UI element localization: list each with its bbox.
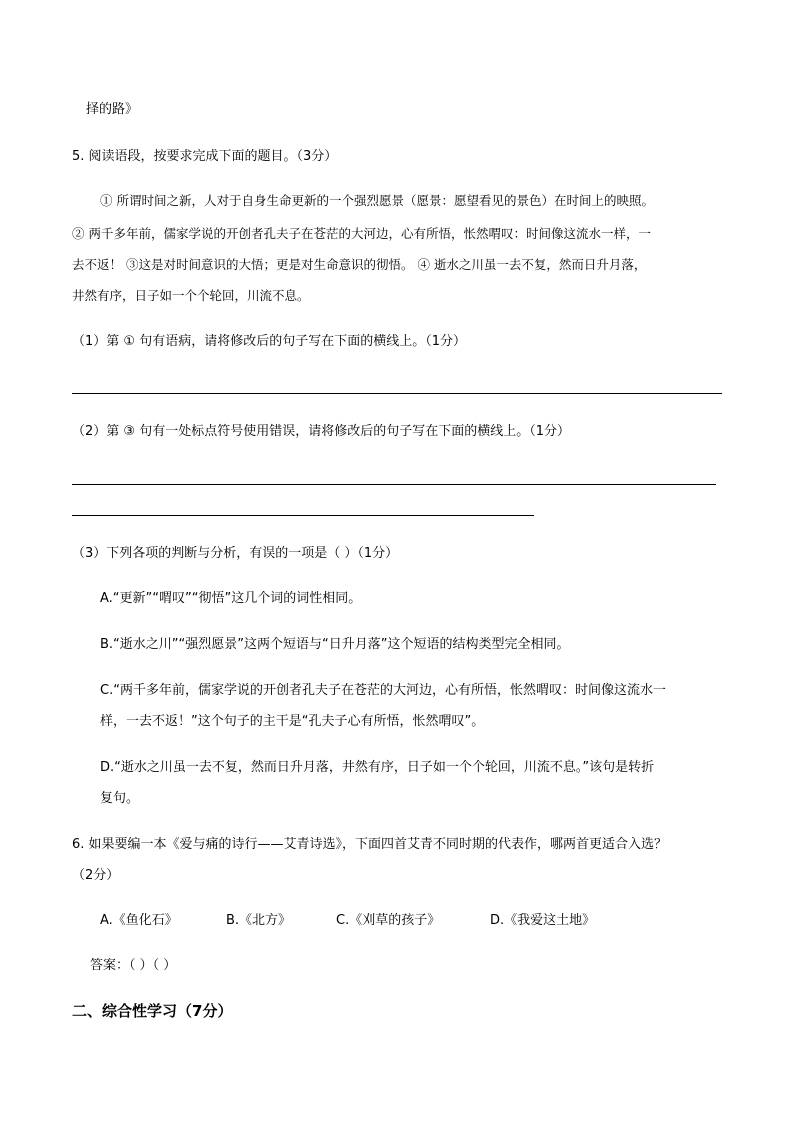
option-b: B.“逝水之川”“强烈愿景”这两个短语与“日升月落”这个短语的结构类型完全相同。 [100, 637, 570, 652]
option-d-line2: 复句。 [100, 791, 140, 806]
q6-option-c: C.《刈草的孩子》 [336, 913, 441, 928]
option-d-line1: D.“逝水之川虽一去不复，然而日升月落，井然有序，日子如一个个轮回，川流不息。”该句是转折 [100, 760, 655, 775]
option-a: A.“更新”“喟叹”“彻悟”这几个词的词性相同。 [100, 591, 362, 606]
top-fragment: 择的路》 [86, 102, 139, 117]
q6-option-b: B.《北方》 [226, 913, 292, 928]
passage-line-3: 去不返！ ③这是对时间意识的大悟；更是对生命意识的彻悟。 ④ 逝水之川虽一去不复，然而日升月落， [72, 257, 647, 272]
q5-sub3: （3）下列各项的判断与分析，有误的一项是（ ）（1分） [72, 546, 399, 561]
answer-line-1[interactable] [72, 393, 722, 394]
q5-title: 5. 阅读语段，按要求完成下面的题目。（3分） [72, 149, 338, 164]
passage-line-2: ② 两千多年前，儒家学说的开创者孔夫子在苍茫的大河边，心有所悟，怅然喟叹：时间像这流水一样，一 [72, 226, 651, 241]
q5-sub1: （1）第 ① 句有语病，请将修改后的句子写在下面的横线上。（1分） [72, 334, 466, 349]
answer-line-2a[interactable] [72, 484, 716, 485]
q6-title-line2: （2分） [72, 868, 120, 883]
passage-line-4: 井然有序，日子如一个个轮回，川流不息。 [72, 288, 310, 303]
passage-line-1: ① 所谓时间之新，人对于自身生命更新的一个强烈愿景（愿景：愿望看见的景色）在时间上的映照。 [100, 193, 654, 208]
option-c-line1: C.“两千多年前，儒家学说的开创者孔夫子在苍茫的大河边，心有所悟，怅然喟叹：时间像这流水一 [100, 683, 666, 698]
q5-sub2: （2）第 ③ 句有一处标点符号使用错误，请将修改后的句子写在下面的横线上。（1分） [72, 424, 570, 439]
q6-option-a: A.《鱼化石》 [100, 913, 178, 928]
answer-line-2b[interactable] [72, 515, 534, 516]
q6-answer: 答案：（ ）（ ） [90, 958, 177, 973]
option-c-line2: 样，一去不返！”这个句子的主干是“孔夫子心有所悟，怅然喟叹”。 [100, 714, 485, 729]
q6-title-line1: 6. 如果要编一本《爱与痛的诗行——艾青诗选》，下面四首艾青不同时期的代表作，哪两首更适合入选？ [72, 837, 668, 852]
section-heading: 二、综合性学习（7分） [72, 1002, 233, 1020]
q6-option-d: D.《我爱这土地》 [490, 913, 596, 928]
